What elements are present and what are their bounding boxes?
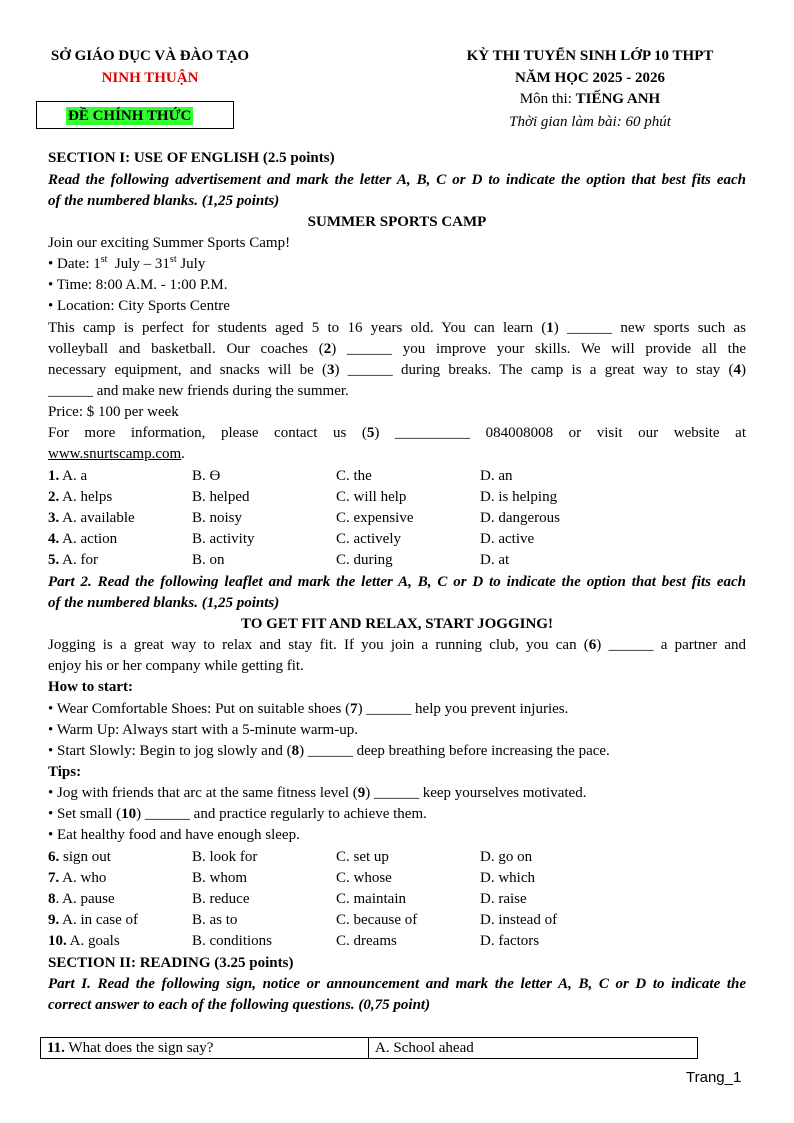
q2-option-a: 2. A. helps: [48, 489, 113, 505]
official-box: [36, 101, 234, 129]
q7-option-c: C. whose: [336, 870, 392, 886]
q6-option-a: 6. sign out: [48, 849, 111, 865]
q11-question-cell: 11. What does the sign say?: [41, 1038, 369, 1058]
exam-name: KỲ THI TUYỂN SINH LỚP 10 THPT: [466, 48, 714, 64]
q3-option-b: B. noisy: [192, 510, 243, 526]
part2-instruction-line2: of the numbered blanks. (1,25 points): [48, 595, 280, 611]
q5-option-c: C. during: [336, 552, 393, 568]
leaflet-paragraph-line2: enjoy his or her company while getting fit.: [48, 658, 304, 674]
ad-paragraph-line3: necessary equipment, and snacks will be (3) ______ during breaks. The camp is a great way to stay (4): [48, 362, 746, 378]
section1-title: SECTION I: USE OF ENGLISH (2.5 points): [48, 150, 335, 166]
ad-paragraph-line4: ______ and make new friends during the summer.: [48, 383, 349, 399]
q4-option-b: B. activity: [192, 531, 255, 547]
part1-instruction-line2: of the numbered blanks. (1,25 points): [48, 193, 280, 209]
part1-instruction-line1: Read the following advertisement and mark the letter A, B, C or D to indicate the option that best fits each: [48, 172, 746, 188]
leaflet-bullet-start-slowly: • Start Slowly: Begin to jog slowly and (8) ______ deep breathing before increasing the pace.: [48, 743, 610, 759]
page-number: Trang_1: [686, 1069, 742, 1086]
website-link[interactable]: www.snurtscamp.com: [48, 446, 182, 462]
ad-paragraph-line2: volleyball and basketball. Our coaches (2) ______ you improve your skills. We will provide all the: [48, 341, 746, 357]
part2-instruction-line1: Part 2. Read the following leaflet and mark the letter A, B, C or D to indicate the option that best fits each: [48, 574, 746, 590]
q3-option-c: C. expensive: [336, 510, 414, 526]
q10-option-a: 10. A. goals: [48, 933, 120, 949]
official-stamp: ĐỀ CHÍNH THỨC: [68, 108, 192, 124]
tip-eat-healthy: • Eat healthy food and have enough sleep.: [48, 827, 300, 843]
q6-option-c: C. set up: [336, 849, 389, 865]
q9-option-a: 9. A. in case of: [48, 912, 138, 928]
section2-instruction-line2: correct answer to each of the following questions. (0,75 point): [48, 997, 431, 1013]
section2-instruction-line1: Part I. Read the following sign, notice or announcement and mark the letter A, B, C or D to indicate the: [48, 976, 746, 992]
q7-option-b: B. whom: [192, 870, 248, 886]
q8-option-d: D. raise: [480, 891, 527, 907]
ad-intro: Join our exciting Summer Sports Camp!: [48, 235, 291, 251]
q8-option-a: 8. A. pause: [48, 891, 115, 907]
subject-value: TIẾNG ANH: [575, 91, 661, 107]
province-name: NINH THUẬN: [101, 70, 199, 86]
school-year: NĂM HỌC 2025 - 2026: [515, 70, 665, 86]
q1-option-b: B. Ө: [192, 468, 221, 484]
exam-time: Thời gian làm bài: 60 phút: [509, 114, 671, 130]
q1-option-c: C. the: [336, 468, 372, 484]
q2-option-b: B. helped: [192, 489, 250, 505]
ad-contact-line2: www.snurtscamp.com.: [48, 446, 185, 462]
q9-option-c: C. because of: [336, 912, 418, 928]
ad-time: • Time: 8:00 A.M. - 1:00 P.M.: [48, 277, 228, 293]
q5-option-a: 5. A. for: [48, 552, 98, 568]
tip-friends: • Jog with friends that arc at the same fitness level (9) ______ keep yourselves motivated.: [48, 785, 587, 801]
q4-option-d: D. active: [480, 531, 535, 547]
ad-contact-line1: For more information, please contact us (5) __________ 084008008 or visit our website at: [48, 425, 746, 441]
leaflet-title: TO GET FIT AND RELAX, START JOGGING!: [241, 616, 553, 632]
q1-option-d: D. an: [480, 468, 513, 484]
q8-option-c: C. maintain: [336, 891, 406, 907]
q9-option-b: B. as to: [192, 912, 238, 928]
q2-option-d: D. is helping: [480, 489, 558, 505]
q10-option-c: C. dreams: [336, 933, 397, 949]
tips-heading: Tips:: [48, 764, 82, 780]
tip-set-small: • Set small (10) ______ and practice regularly to achieve them.: [48, 806, 427, 822]
q1-option-a: 1. A. a: [48, 468, 88, 484]
leaflet-bullet-warmup: • Warm Up: Always start with a 5-minute warm-up.: [48, 722, 358, 738]
q10-option-d: D. factors: [480, 933, 540, 949]
q7-option-d: D. which: [480, 870, 535, 886]
q3-option-a: 3. A. available: [48, 510, 135, 526]
ad-location: • Location: City Sports Centre: [48, 298, 230, 314]
q5-option-d: D. at: [480, 552, 510, 568]
how-to-start-heading: How to start:: [48, 679, 133, 695]
q5-option-b: B. on: [192, 552, 225, 568]
q11-option-a: A. School ahead: [375, 1040, 474, 1056]
q2-option-c: C. will help: [336, 489, 407, 505]
subject-line: [440, 91, 740, 108]
ad-paragraph-line1: This camp is perfect for students aged 5 to 16 years old. You can learn (1) ______ new sports such as: [48, 320, 746, 336]
q6-option-b: B. look for: [192, 849, 258, 865]
subject-label: Môn thi:: [519, 91, 576, 107]
section2-title: SECTION II: READING (3.25 points): [48, 955, 294, 971]
q6-option-d: D. go on: [480, 849, 533, 865]
question-11-table: [40, 1037, 698, 1059]
q7-option-a: 7. A. who: [48, 870, 107, 886]
q4-option-a: 4. A. action: [48, 531, 118, 547]
ad-price: Price: $ 100 per week: [48, 404, 179, 420]
q8-option-b: B. reduce: [192, 891, 250, 907]
q10-option-b: B. conditions: [192, 933, 273, 949]
q3-option-d: D. dangerous: [480, 510, 560, 526]
ad-title: SUMMER SPORTS CAMP: [307, 214, 487, 230]
ad-date: • Date: 1st July – 31st July: [48, 254, 206, 272]
q4-option-c: C. actively: [336, 531, 401, 547]
q9-option-d: D. instead of: [480, 912, 558, 928]
department-name: SỞ GIÁO DỤC VÀ ĐÀO TẠO: [50, 48, 250, 64]
leaflet-paragraph-line1: Jogging is a great way to relax and stay fit. If you join a running club, you can (6) ______ a partner and: [48, 637, 746, 653]
leaflet-bullet-shoes: • Wear Comfortable Shoes: Put on suitable shoes (7) ______ help you prevent injuries.: [48, 701, 569, 717]
